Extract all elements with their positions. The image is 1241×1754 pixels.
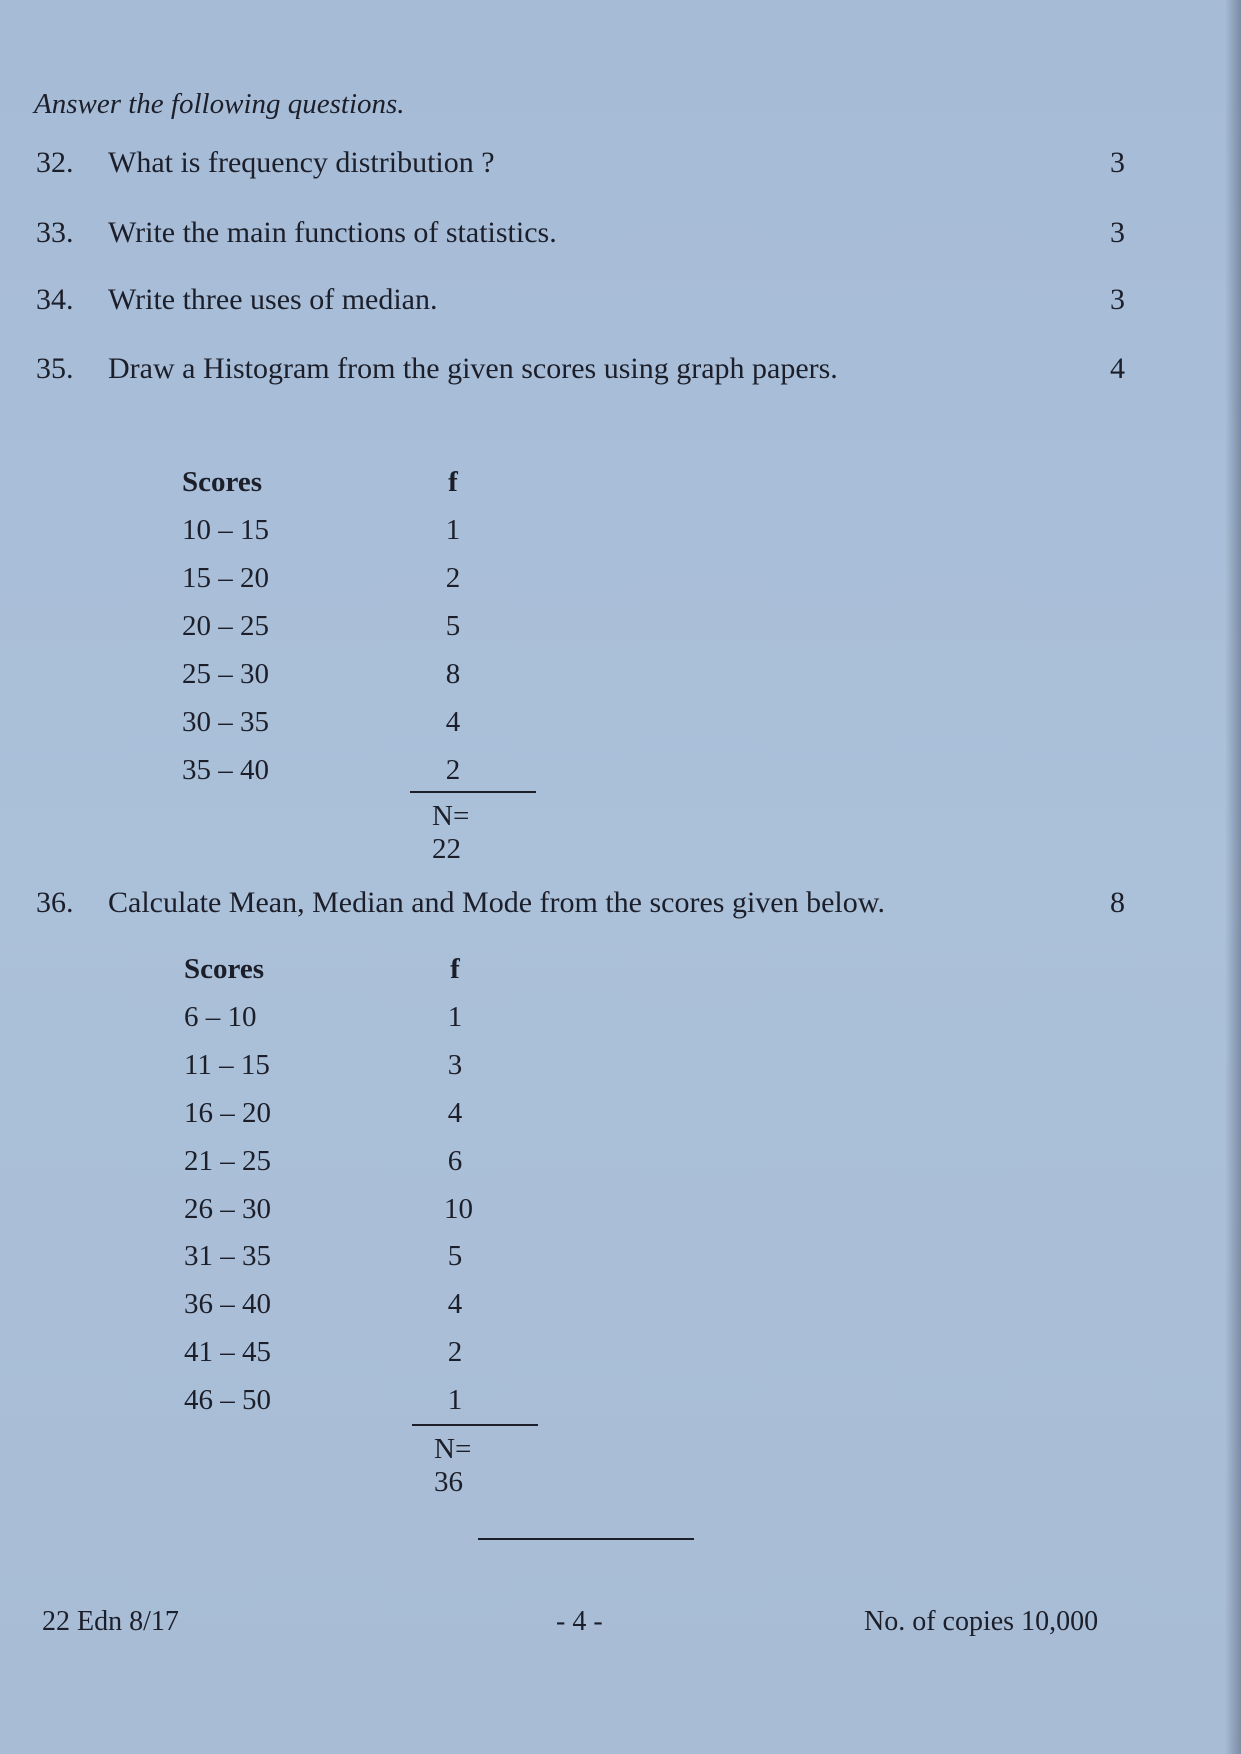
frequency: 8 <box>445 658 461 690</box>
score-range: 31 – 35 <box>184 1240 271 1272</box>
table-header <box>182 466 582 506</box>
f-header: f <box>448 466 458 498</box>
end-of-paper-rule <box>478 1538 694 1540</box>
frequency: 5 <box>445 610 461 642</box>
score-range: 16 – 20 <box>184 1097 271 1129</box>
score-range: 36 – 40 <box>184 1288 271 1320</box>
question-marks: 4 <box>1110 352 1125 385</box>
scores-header: Scores <box>182 466 263 498</box>
table-row <box>184 1145 584 1185</box>
table-header <box>184 953 584 993</box>
table-row <box>184 1336 584 1376</box>
frequency: 10 <box>444 1193 473 1225</box>
frequency: 2 <box>447 1336 463 1368</box>
frequency: 5 <box>447 1240 463 1272</box>
question-32 <box>36 146 1136 186</box>
frequency: 1 <box>447 1001 463 1033</box>
frequency: 4 <box>447 1288 463 1320</box>
question-number: 32. <box>36 146 74 179</box>
question-36 <box>36 886 1136 926</box>
score-range: 20 – 25 <box>182 610 269 642</box>
table-row <box>182 754 582 794</box>
table-row <box>184 1001 584 1041</box>
question-number: 35. <box>36 352 74 385</box>
question-marks: 3 <box>1110 146 1125 179</box>
frequency: 4 <box>447 1097 463 1129</box>
question-33 <box>36 216 1136 256</box>
footer-page-number: - 4 - <box>556 1606 603 1637</box>
table-row <box>184 1097 584 1137</box>
total-rule <box>412 1424 538 1426</box>
score-range: 11 – 15 <box>184 1049 270 1081</box>
question-35 <box>36 352 1136 392</box>
frequency: 2 <box>445 562 461 594</box>
frequency: 2 <box>445 754 461 786</box>
question-text: Calculate Mean, Median and Mode from the scores given below. <box>108 886 885 919</box>
score-range: 15 – 20 <box>182 562 269 594</box>
score-range: 26 – 30 <box>184 1193 271 1225</box>
score-range: 35 – 40 <box>182 754 269 786</box>
question-number: 34. <box>36 283 74 316</box>
question-text: Draw a Histogram from the given scores using graph papers. <box>108 352 838 385</box>
table-row <box>182 706 582 746</box>
table-row <box>182 658 582 698</box>
question-number: 36. <box>36 886 74 919</box>
page-edge-shadow <box>1225 0 1241 1754</box>
table-row <box>184 1288 584 1328</box>
question-number: 33. <box>36 216 74 249</box>
instructions: Answer the following questions. <box>34 88 405 120</box>
table-total: N= 36 <box>434 1433 472 1498</box>
scores-header: Scores <box>184 953 265 985</box>
score-range: 21 – 25 <box>184 1145 271 1177</box>
frequency: 6 <box>447 1145 463 1177</box>
total-rule <box>410 791 536 793</box>
footer-copies: No. of copies 10,000 <box>864 1606 1099 1637</box>
question-marks: 3 <box>1110 216 1125 249</box>
table-total: N= 22 <box>432 800 470 865</box>
score-range: 46 – 50 <box>184 1384 271 1416</box>
footer-code: 22 Edn 8/17 <box>42 1606 179 1637</box>
question-marks: 8 <box>1110 886 1125 919</box>
question-34 <box>36 283 1136 323</box>
score-range: 25 – 30 <box>182 658 269 690</box>
score-range: 10 – 15 <box>182 514 269 546</box>
frequency: 3 <box>447 1049 463 1081</box>
table-row <box>182 610 582 650</box>
frequency: 1 <box>445 514 461 546</box>
question-text: What is frequency distribution ? <box>108 146 495 179</box>
table-row <box>182 562 582 602</box>
table-row <box>182 514 582 554</box>
question-text: Write the main functions of statistics. <box>108 216 557 249</box>
question-marks: 3 <box>1110 283 1125 316</box>
frequency: 1 <box>447 1384 463 1416</box>
table-row <box>184 1384 584 1424</box>
f-header: f <box>450 953 460 985</box>
score-range: 30 – 35 <box>182 706 269 738</box>
table-row <box>184 1193 584 1233</box>
frequency: 4 <box>445 706 461 738</box>
table-row <box>184 1240 584 1280</box>
score-range: 6 – 10 <box>184 1001 257 1033</box>
question-text: Write three uses of median. <box>108 283 438 316</box>
score-range: 41 – 45 <box>184 1336 271 1368</box>
table-row <box>184 1049 584 1089</box>
